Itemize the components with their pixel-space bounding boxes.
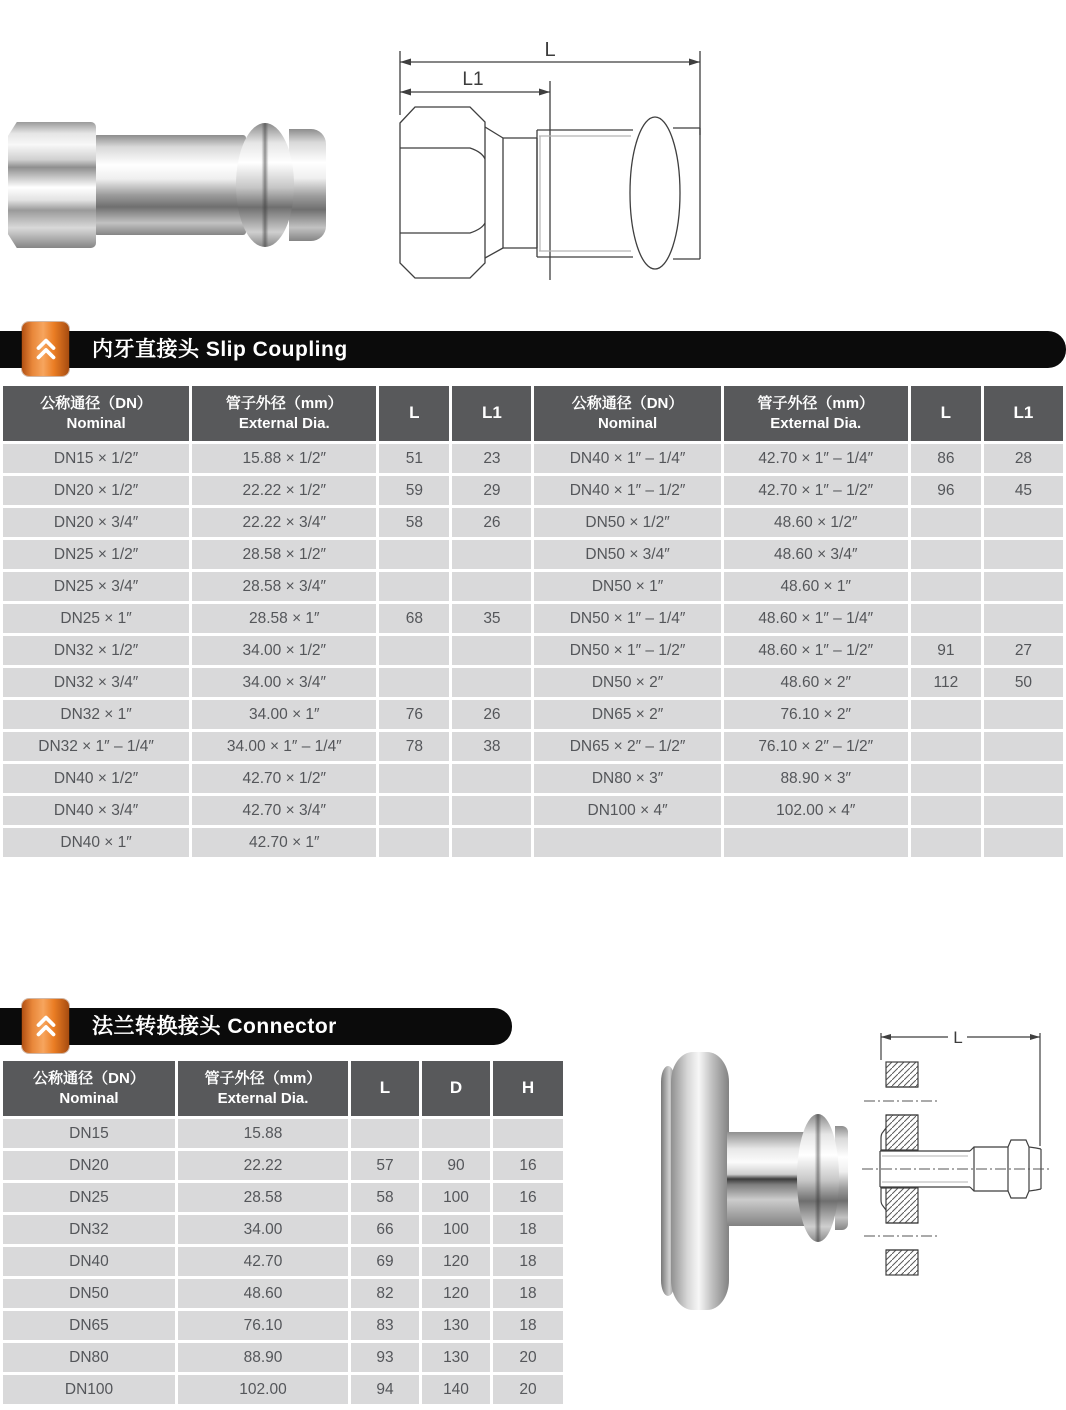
table-cell: DN40 × 1″ – 1/4″ (534, 444, 720, 473)
table-cell: 96 (911, 476, 981, 505)
table-cell: 102.00 × 4″ (724, 796, 908, 825)
banner-title: 内牙直接头 Slip Coupling (92, 338, 348, 361)
table-cell: 76.10 × 2″ (724, 700, 908, 729)
coupling-body (94, 135, 246, 235)
table-row (3, 700, 1063, 729)
table-header-row (3, 1061, 563, 1116)
table-cell: DN32 (3, 1215, 175, 1244)
table-cell: 59 (379, 476, 449, 505)
table-cell: 140 (422, 1375, 490, 1404)
column-header-nominal: 公称通径（DN） Nominal (534, 386, 720, 441)
table-cell: 68 (379, 604, 449, 633)
table-cell: DN50 × 1″ – 1/4″ (534, 604, 720, 633)
table-row (3, 540, 1063, 569)
table-cell: 16 (493, 1183, 563, 1212)
table-row (3, 476, 1063, 505)
table-cell: 42.70 × 1″ (192, 828, 376, 857)
table-cell: 42.70 (178, 1247, 348, 1276)
table-cell: 34.00 (178, 1215, 348, 1244)
section-badge (22, 322, 69, 376)
table-cell: DN20 × 3/4″ (3, 508, 189, 537)
table-cell: 26 (452, 508, 531, 537)
table-cell (452, 636, 531, 665)
table-cell (452, 796, 531, 825)
table-cell (379, 796, 449, 825)
table-cell: 23 (452, 444, 531, 473)
table-cell: DN20 (3, 1151, 175, 1180)
table-cell: 29 (452, 476, 531, 505)
dim-label-l: L (544, 39, 556, 61)
table-cell: DN20 × 1/2″ (3, 476, 189, 505)
table-cell: 28.58 × 1″ (192, 604, 376, 633)
table-cell (984, 540, 1063, 569)
slip-coupling-drawing (385, 35, 725, 297)
column-header-l: L (351, 1061, 419, 1116)
table-cell: DN32 × 1/2″ (3, 636, 189, 665)
dim-label-l1: L1 (462, 69, 484, 90)
table-cell: 48.60 × 1/2″ (724, 508, 908, 537)
chevron-up-icon (31, 1011, 61, 1041)
table-cell: DN32 × 1″ – 1/4″ (3, 732, 189, 761)
table-cell: 18 (493, 1311, 563, 1340)
table-cell (422, 1119, 490, 1148)
table-cell: 45 (984, 476, 1063, 505)
chevron-up-icon (31, 334, 61, 364)
table-row (3, 1279, 563, 1308)
table-cell: DN50 × 2″ (534, 668, 720, 697)
table-cell: 34.00 × 3/4″ (192, 668, 376, 697)
table-row (3, 636, 1063, 665)
table-cell (379, 668, 449, 697)
table-cell: DN25 × 1/2″ (3, 540, 189, 569)
table-cell: DN40 × 1″ (3, 828, 189, 857)
table-cell: 86 (911, 444, 981, 473)
table-cell: 28.58 (178, 1183, 348, 1212)
column-header-l1: L1 (452, 386, 531, 441)
column-header-external: 管子外径（mm） External Dia. (192, 386, 376, 441)
table-cell: 48.60 × 1″ – 1/2″ (724, 636, 908, 665)
table-cell: 112 (911, 668, 981, 697)
table-cell: 102.00 (178, 1375, 348, 1404)
table-header-row (3, 386, 1063, 441)
table-cell: 88.90 (178, 1343, 348, 1372)
table-cell: DN50 × 1/2″ (534, 508, 720, 537)
table-cell (911, 796, 981, 825)
table-cell: DN25 × 1″ (3, 604, 189, 633)
table-cell: DN40 × 1/2″ (3, 764, 189, 793)
table-row (3, 1215, 563, 1244)
table-cell (379, 764, 449, 793)
table-cell: 76 (379, 700, 449, 729)
table-cell: 94 (351, 1375, 419, 1404)
table-cell: 76.10 × 2″ – 1/2″ (724, 732, 908, 761)
table-cell (911, 764, 981, 793)
table-cell: 120 (422, 1279, 490, 1308)
flange-disc (671, 1052, 729, 1310)
table-cell: 27 (984, 636, 1063, 665)
table-cell (984, 572, 1063, 601)
table-cell: DN40 (3, 1247, 175, 1276)
table-row (3, 1151, 563, 1180)
flange-connector-photo (645, 1052, 850, 1314)
table-cell (984, 604, 1063, 633)
table-row (3, 1343, 563, 1372)
table-cell (984, 828, 1063, 857)
table-row (3, 572, 1063, 601)
table-cell (452, 572, 531, 601)
slip-coupling-table (0, 383, 1066, 860)
coupling-end-stub (289, 129, 326, 241)
table-row (3, 1375, 563, 1404)
table-cell: 130 (422, 1343, 490, 1372)
table-cell: 15.88 × 1/2″ (192, 444, 376, 473)
table-cell: 26 (452, 700, 531, 729)
table-cell: DN15 (3, 1119, 175, 1148)
table-cell: 100 (422, 1183, 490, 1212)
table-cell: 34.00 × 1/2″ (192, 636, 376, 665)
table-row (3, 764, 1063, 793)
table-cell: 28.58 × 1/2″ (192, 540, 376, 569)
column-header-external: 管子外径（mm） External Dia. (178, 1061, 348, 1116)
table-row (3, 828, 1063, 857)
table-cell (379, 636, 449, 665)
table-cell (452, 668, 531, 697)
press-bead (797, 1114, 839, 1242)
table-cell: 28.58 × 3/4″ (192, 572, 376, 601)
table-cell (911, 572, 981, 601)
table-cell (452, 828, 531, 857)
table-row (3, 1247, 563, 1276)
table-cell (493, 1119, 563, 1148)
table-cell: 93 (351, 1343, 419, 1372)
hex-nut (8, 122, 96, 248)
table-cell: 66 (351, 1215, 419, 1244)
table-cell (452, 540, 531, 569)
table-cell (911, 700, 981, 729)
table-cell: DN65 × 2″ (534, 700, 720, 729)
table-cell: 34.00 × 1″ – 1/4″ (192, 732, 376, 761)
connector-banner (0, 1008, 512, 1045)
table-row (3, 1183, 563, 1212)
table-cell: 15.88 (178, 1119, 348, 1148)
table-cell: 48.60 × 1″ – 1/4″ (724, 604, 908, 633)
table-cell: 120 (422, 1247, 490, 1276)
table-cell: DN50 × 1″ (534, 572, 720, 601)
table-cell: 58 (351, 1183, 419, 1212)
table-cell: DN100 (3, 1375, 175, 1404)
table-cell: DN65 × 2″ – 1/2″ (534, 732, 720, 761)
table-cell: 48.60 (178, 1279, 348, 1308)
table-row (3, 444, 1063, 473)
table-cell: 48.60 × 1″ (724, 572, 908, 601)
table-cell: 18 (493, 1215, 563, 1244)
table-cell (379, 828, 449, 857)
table-cell: DN50 (3, 1279, 175, 1308)
table-cell (984, 796, 1063, 825)
table-cell: 91 (911, 636, 981, 665)
table-cell (379, 572, 449, 601)
table-cell: 130 (422, 1311, 490, 1340)
table-cell: 16 (493, 1151, 563, 1180)
table-cell (452, 764, 531, 793)
table-cell: DN40 × 1″ – 1/2″ (534, 476, 720, 505)
table-cell: DN25 × 3/4″ (3, 572, 189, 601)
table-cell: 48.60 × 3/4″ (724, 540, 908, 569)
table-cell: 48.60 × 2″ (724, 668, 908, 697)
table-row (3, 604, 1063, 633)
table-cell: 57 (351, 1151, 419, 1180)
table-cell: DN25 (3, 1183, 175, 1212)
table-cell: DN100 × 4″ (534, 796, 720, 825)
table-cell (984, 732, 1063, 761)
table-cell: 76.10 (178, 1311, 348, 1340)
table-cell (984, 764, 1063, 793)
table-cell: 38 (452, 732, 531, 761)
table-cell: 18 (493, 1279, 563, 1308)
table-cell (911, 604, 981, 633)
table-cell: 51 (379, 444, 449, 473)
table-cell: 42.70 × 1″ – 1/2″ (724, 476, 908, 505)
section-badge (22, 999, 69, 1053)
column-header-nominal: 公称通径（DN） Nominal (3, 1061, 175, 1116)
table-cell: 22.22 × 3/4″ (192, 508, 376, 537)
column-header-l1: L1 (984, 386, 1063, 441)
table-cell (911, 508, 981, 537)
table-cell (984, 508, 1063, 537)
table-cell: DN40 × 3/4″ (3, 796, 189, 825)
table-row (3, 508, 1063, 537)
table-cell (984, 700, 1063, 729)
table-cell: DN80 (3, 1343, 175, 1372)
table-cell: 100 (422, 1215, 490, 1244)
table-cell: 35 (452, 604, 531, 633)
table-cell: 90 (422, 1151, 490, 1180)
table-cell: 88.90 × 3″ (724, 764, 908, 793)
table-cell: DN32 × 3/4″ (3, 668, 189, 697)
table-cell: 20 (493, 1343, 563, 1372)
table-cell: DN80 × 3″ (534, 764, 720, 793)
table-cell (379, 540, 449, 569)
table-cell: DN50 × 1″ – 1/2″ (534, 636, 720, 665)
table-cell (911, 828, 981, 857)
dim-label-l: L (953, 1028, 963, 1047)
table-cell: 42.70 × 1″ – 1/4″ (724, 444, 908, 473)
table-cell: 78 (379, 732, 449, 761)
column-header-l: L (911, 386, 981, 441)
table-cell: 82 (351, 1279, 419, 1308)
table-cell: 34.00 × 1″ (192, 700, 376, 729)
column-header-d: D (422, 1061, 490, 1116)
table-cell: 20 (493, 1375, 563, 1404)
table-cell: 22.22 × 1/2″ (192, 476, 376, 505)
table-cell: 28 (984, 444, 1063, 473)
table-cell: DN65 (3, 1311, 175, 1340)
table-cell: 42.70 × 1/2″ (192, 764, 376, 793)
table-cell (724, 828, 908, 857)
table-row (3, 668, 1063, 697)
banner-title: 法兰转换接头 Connector (92, 1015, 337, 1038)
table-cell: DN50 × 3/4″ (534, 540, 720, 569)
connector-table (0, 1058, 566, 1407)
press-bead (236, 123, 294, 247)
column-header-external: 管子外径（mm） External Dia. (724, 386, 908, 441)
table-cell: 50 (984, 668, 1063, 697)
table-cell: DN15 × 1/2″ (3, 444, 189, 473)
table-cell: 83 (351, 1311, 419, 1340)
table-cell: 42.70 × 3/4″ (192, 796, 376, 825)
table-cell (911, 732, 981, 761)
table-row (3, 1311, 563, 1340)
table-cell: 22.22 (178, 1151, 348, 1180)
table-cell: 69 (351, 1247, 419, 1276)
column-header-h: H (493, 1061, 563, 1116)
table-cell (534, 828, 720, 857)
table-cell (911, 540, 981, 569)
table-row (3, 796, 1063, 825)
table-cell (351, 1119, 419, 1148)
column-header-l: L (379, 386, 449, 441)
table-cell: 58 (379, 508, 449, 537)
slip-coupling-photo (8, 108, 328, 260)
column-header-nominal: 公称通径（DN） Nominal (3, 386, 189, 441)
slip-coupling-banner (0, 331, 1066, 368)
table-row (3, 1119, 563, 1148)
table-row (3, 732, 1063, 761)
flange-connector-drawing (850, 1020, 1066, 1320)
table-cell: DN32 × 1″ (3, 700, 189, 729)
table-cell: 18 (493, 1247, 563, 1276)
